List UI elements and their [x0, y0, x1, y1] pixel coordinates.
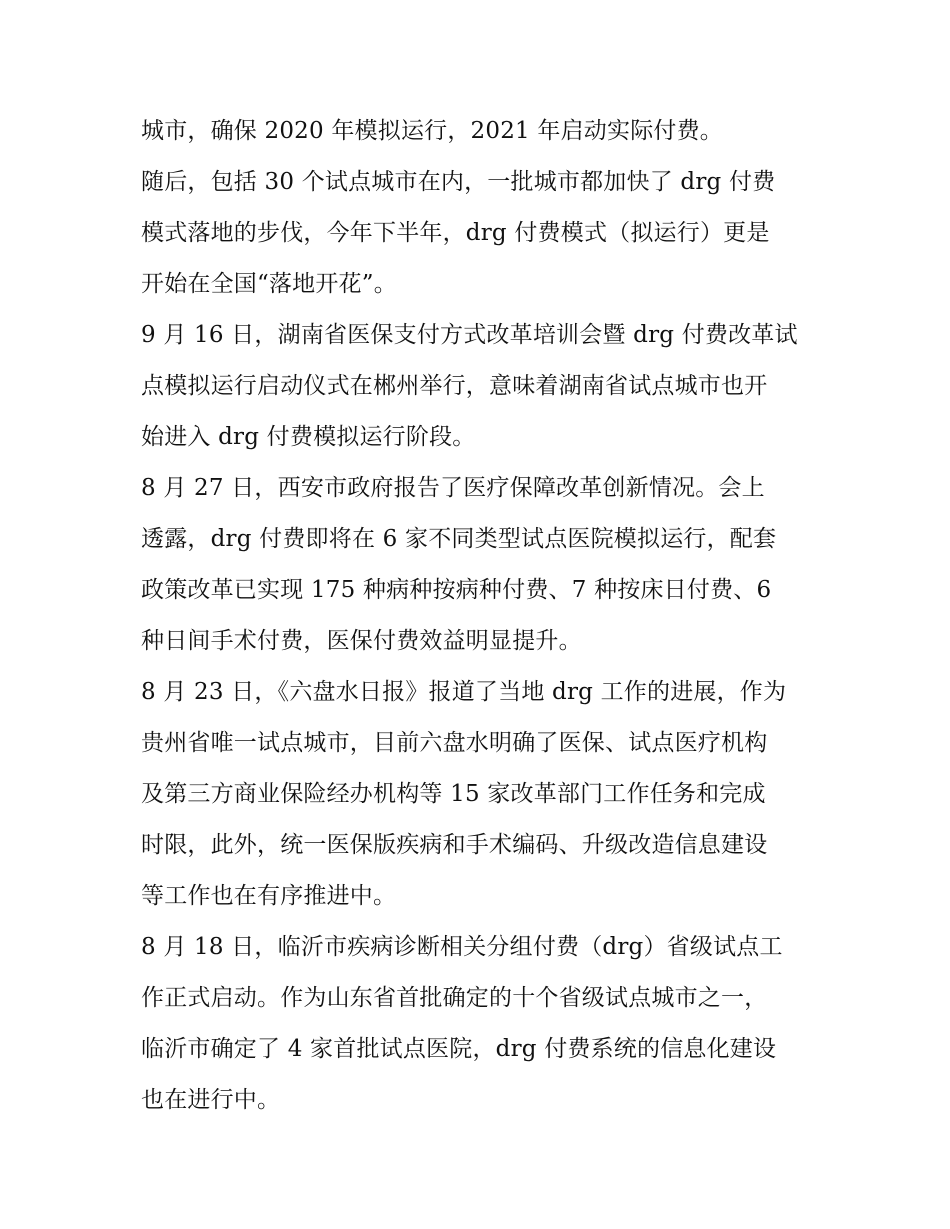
text-line: 时限，此外，统一医保版疾病和手术编码、升级改造信息建设 — [141, 832, 768, 858]
text-line: 临沂市确定了 4 家首批试点医院，drg 付费系统的信息化建设 — [141, 1036, 777, 1062]
text-line: 作正式启动。作为山东省首批确定的十个省级试点城市之一， — [141, 985, 768, 1011]
text-line: 9 月 16 日，湖南省医保支付方式改革培训会暨 drg 付费改革试 — [141, 322, 798, 348]
text-line: 透露，drg 付费即将在 6 家不同类型试点医院模拟运行，配套 — [141, 526, 777, 552]
document-body — [141, 106, 821, 1126]
text-line: 等工作也在有序推进中。 — [141, 883, 397, 909]
text-line: 贵州省唯一试点城市，目前六盘水明确了医保、试点医疗机构 — [141, 730, 768, 756]
text-line: 随后，包括 30 个试点城市在内，一批城市都加快了 drg 付费 — [141, 169, 776, 195]
text-line: 种日间手术付费，医保付费效益明显提升。 — [141, 628, 582, 654]
text-line: 政策改革已实现 175 种病种按病种付费、7 种按床日付费、6 — [141, 577, 772, 603]
text-line: 始进入 drg 付费模拟运行阶段。 — [141, 424, 476, 450]
text-line: 点模拟运行启动仪式在郴州举行，意味着湖南省试点城市也开 — [141, 373, 768, 399]
text-line: 也在进行中。 — [141, 1087, 281, 1113]
text-line: 8 月 27 日，西安市政府报告了医疗保障改革创新情况。会上 — [141, 475, 765, 501]
text-line: 城市，确保 2020 年模拟运行，2021 年启动实际付费。 — [141, 118, 723, 144]
text-line: 模式落地的步伐，今年下半年，drg 付费模式（拟运行）更是 — [141, 220, 770, 246]
text-line: 8 月 18 日，临沂市疾病诊断相关分组付费（drg）省级试点工 — [141, 934, 783, 960]
text-line: 8 月 23 日，《六盘水日报》报道了当地 drg 工作的进展，作为 — [141, 679, 787, 705]
text-line: 及第三方商业保险经办机构等 15 家改革部门工作任务和完成 — [141, 781, 766, 807]
text-line: 开始在全国“落地开花”。 — [141, 271, 397, 297]
